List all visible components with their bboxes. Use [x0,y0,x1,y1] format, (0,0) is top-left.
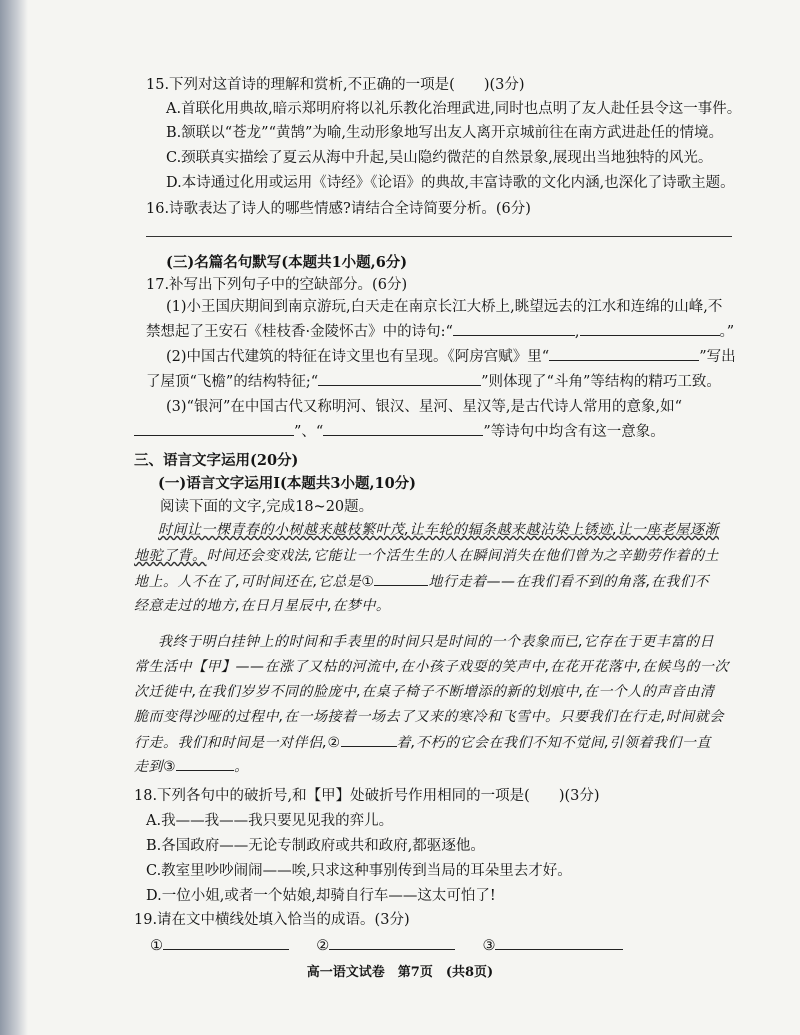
reading-line-6: 常生活中【甲】——在涨了又枯的河流中,在小孩子戏耍的笑声中,在花开花落中,在候鸟的一次 [134,659,729,675]
page-edge-shadow [0,0,28,1035]
reading-line-3-pre: 地上。人不在了,可时间还在,它总是① [134,574,375,590]
q17-blank-1[interactable] [453,321,575,336]
q17-blank-3[interactable] [549,346,699,361]
q17-stem: 17.补写出下列句子中的空缺部分。(6分) [146,277,408,293]
q17-p2b-text: 了屋顶“飞檐”的结构特征;“ [146,374,319,390]
q18-option-a: A.我——我——我只要见见我的弈儿。 [146,813,394,829]
q17-p1-sep: , [574,324,580,340]
q15-option-b: B.颔联以“苍龙”“黄鹄”为喻,生动形象地写出友人离开京城前往在南方武进赴任的情境。 [166,125,724,141]
q19-answers [150,935,623,956]
reading-line-2-wave: 地驼了背。 [134,548,207,564]
reading-line-10-post: 。 [234,759,249,775]
q17-p3-sep: ”、“ [294,424,324,440]
q17-p1-text: 禁想起了王安石《桂枝香·金陵怀古》中的诗句:“ [146,324,453,340]
reading-line-9-pre: 行走。我们和时间是一对伴侣,② [134,735,341,751]
reading-line-1-text: 时间让一棵青春的小树越来越枝繁叶茂,让车轮的辐条越来越沾染上锈迹,让一座老屋逐渐 [158,522,719,538]
q19-stem: 19.请在文中横线处填入恰当的成语。(3分) [134,912,410,928]
q17-p2-line2 [146,371,721,392]
q19-blank-3[interactable] [495,935,623,950]
reading-line-2-rest: 时间还会变戏法,它能让一个活生生的人在瞬间消失在他们曾为之辛勤劳作着的土 [206,548,719,564]
reading-line-10 [134,756,249,777]
q18-option-b: B.各国政府——无论专制政府或共和政府,都驱逐他。 [146,838,485,854]
reading-blank-3[interactable] [176,756,234,771]
reading-line-2 [134,546,719,566]
q17-p2-text: (2)中国古代建筑的特征在诗文里也有呈现。《阿房宫赋》里“ [166,349,550,365]
q18-option-c: C.教室里吵吵闹闹——唉,只求这种事别传到当局的耳朵里去才好。 [146,863,572,879]
q16-stem: 16.诗歌表达了诗人的哪些情感?请结合全诗简要分析。(6分) [146,201,531,217]
reading-blank-1[interactable] [374,571,428,586]
reading-blank-2[interactable] [341,732,397,747]
reading-intro: 阅读下面的文字,完成18~20题。 [160,499,374,515]
reading-line-7: 次迁徙中,在我们岁岁不同的脸庞中,在桌子椅子不断增添的新的划痕中,在一个人的声音由清 [134,684,715,700]
reading-line-3-post: 地行走着——在我们看不到的角落,在我们不 [428,574,709,590]
reading-line-9-post: 着,不朽的它会在我们不知不觉间,引领着我们一直 [396,735,711,751]
reading-line-5: 我终于明白挂钟上的时间和手表里的时间只是时间的一个表象而已,它存在于更丰富的日 [158,634,714,650]
q19-label-2: ② [316,938,330,954]
q17-blank-2[interactable] [580,321,720,336]
subsec1-title: (一)语言文字运用Ⅰ(本题共3小题,10分) [158,475,417,492]
reading-line-9 [134,732,711,753]
q16-answer-line[interactable] [146,236,732,237]
q18-stem: 18.下列各句中的破折号,和【甲】处破折号作用相同的一项是( )(3分) [134,788,600,804]
q15-option-d: D.本诗通过化用或运用《诗经》《论语》的典故,丰富诗歌的文化内涵,也深化了诗歌主题。 [166,175,735,191]
q19-label-1: ① [150,938,163,954]
q17-p2-line1 [166,346,736,367]
q19-blank-2[interactable] [329,935,455,950]
q17-blank-5[interactable] [134,421,294,436]
part3-title: 三、语言文字运用(20分) [134,452,299,469]
q17-p1-line1: (1)小王国庆期间到南京游玩,白天走在南京长江大桥上,眺望远去的江水和连绵的山峰,不 [166,299,723,315]
page-footer: 高一语文试卷 第7页 (共8页) [306,965,494,980]
q18-option-d: D.一位小姐,或者一个姑娘,却骑自行车——这太可怕了! [146,888,496,904]
q17-blank-4[interactable] [318,371,481,386]
q17-p3-line2 [134,421,665,442]
reading-line-1 [158,520,719,540]
section3-title: (三)名篇名句默写(本题共1小题,6分) [166,254,408,271]
reading-line-10-pre: 走到③ [134,759,177,775]
reading-line-3 [134,571,709,592]
q15-option-a: A.首联化用典故,暗示郑明府将以礼乐教化治理武进,同时也点明了友人赴任县令这一事件。 [166,101,742,117]
reading-line-4: 经意走过的地方,在日月星辰中,在梦中。 [134,598,391,614]
q19-blank-1[interactable] [163,935,289,950]
q17-p2b-end: ”则体现了“斗角”等结构的精巧工致。 [481,374,721,390]
q17-p3-line1: (3)“银河”在中国古代又称明河、银汉、星河、星汉等,是古代诗人常用的意象,如“ [166,399,682,415]
q15-option-c: C.颈联真实描绘了夏云从海中升起,吴山隐约微茫的自然景象,展现出当地独特的风光。 [166,150,713,166]
q17-p1-end: 。” [719,324,735,340]
reading-line-8: 脆而变得沙哑的过程中,在一场接着一场去了又来的寒冷和飞雪中。只要我们在行走,时间就会 [134,709,724,725]
q17-blank-6[interactable] [323,421,483,436]
q15-stem: 15.下列对这首诗的理解和赏析,不正确的一项是( )(3分) [146,77,525,93]
q17-p3-end: ”等诗句中均含有这一意象。 [483,424,665,440]
q17-p2-end: ”写出 [699,349,736,365]
q19-label-3: ③ [482,938,496,954]
q17-p1-line2 [146,321,734,342]
